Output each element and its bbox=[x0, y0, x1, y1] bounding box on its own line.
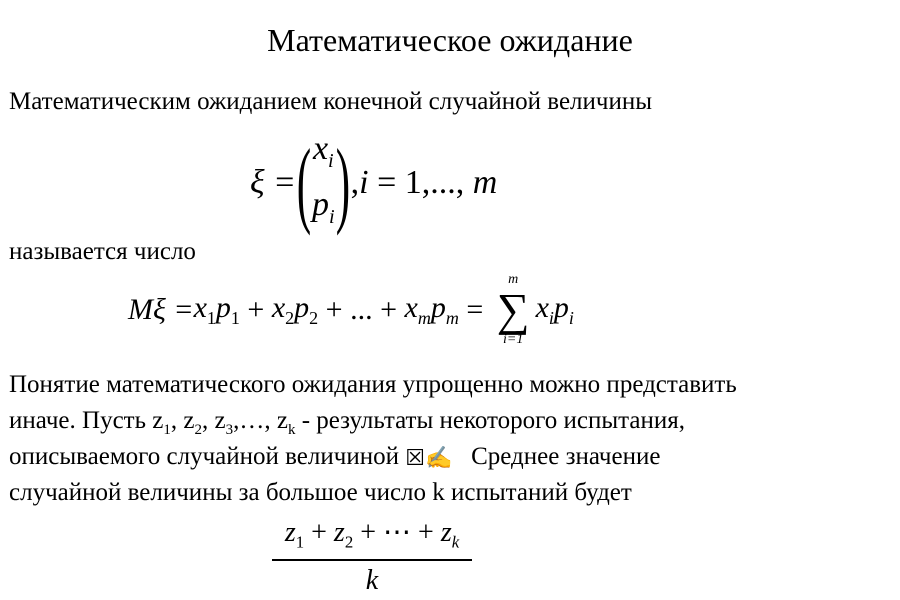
term-m: $x_mp_m$ bbox=[404, 291, 459, 328]
intro-text: Математическим ожиданием конечной случайной величины bbox=[9, 88, 653, 115]
plus-sign: + bbox=[239, 293, 272, 326]
right-paren: ) bbox=[335, 128, 350, 236]
sum-symbol bbox=[497, 273, 530, 347]
term-2: $x_2p_2$ bbox=[271, 291, 319, 328]
paragraph-line-2: иначе. Пусть $z_1$, $z_2$, $z_3,\dots$, $z_k$ - результаты некоторого испытания, bbox=[9, 407, 685, 438]
fraction-denominator: k bbox=[365, 564, 379, 596]
placeholder-glyph-icon: ☒✍ bbox=[405, 445, 453, 471]
left-paren: ( bbox=[296, 128, 312, 236]
paragraph-line-1: Понятие математического ожидания упрощенно можно представить bbox=[9, 371, 737, 398]
term-1: $x_1p_1$ bbox=[193, 291, 240, 328]
paragraph-line-4: случайной величины за большое число k испытаний будет bbox=[9, 479, 632, 506]
page-title: Математическое ожидание bbox=[267, 22, 633, 58]
sum-upper-limit: m bbox=[508, 272, 519, 287]
formula-average bbox=[272, 515, 472, 597]
sum-lower-limit: i=1 bbox=[502, 332, 524, 347]
sigma-icon: ∑ bbox=[496, 284, 530, 335]
xi-lhs: ξ = bbox=[250, 163, 297, 201]
called-text: называется число bbox=[9, 238, 196, 265]
value-matrix bbox=[312, 127, 335, 239]
equals-sign: = bbox=[458, 293, 491, 326]
formula-random-variable bbox=[250, 128, 498, 236]
paragraph-line-3: описываемого случайной величиной ☒✍ Среднее значение bbox=[9, 439, 660, 476]
matrix-bottom: $p_i$ bbox=[311, 185, 335, 228]
ellipsis-plus: + ... + bbox=[318, 293, 405, 326]
formula1-tail: ,i = 1,..., m bbox=[350, 163, 498, 201]
m-xi: Mξ = bbox=[128, 293, 194, 326]
matrix-top: $x_i$ bbox=[312, 129, 334, 172]
formula-expectation bbox=[128, 270, 574, 350]
fraction-numerator: $z_1 + z_2$ + ⋯ + $z_k$ bbox=[272, 515, 472, 561]
sum-term: $x_ip_i$ bbox=[535, 291, 574, 328]
